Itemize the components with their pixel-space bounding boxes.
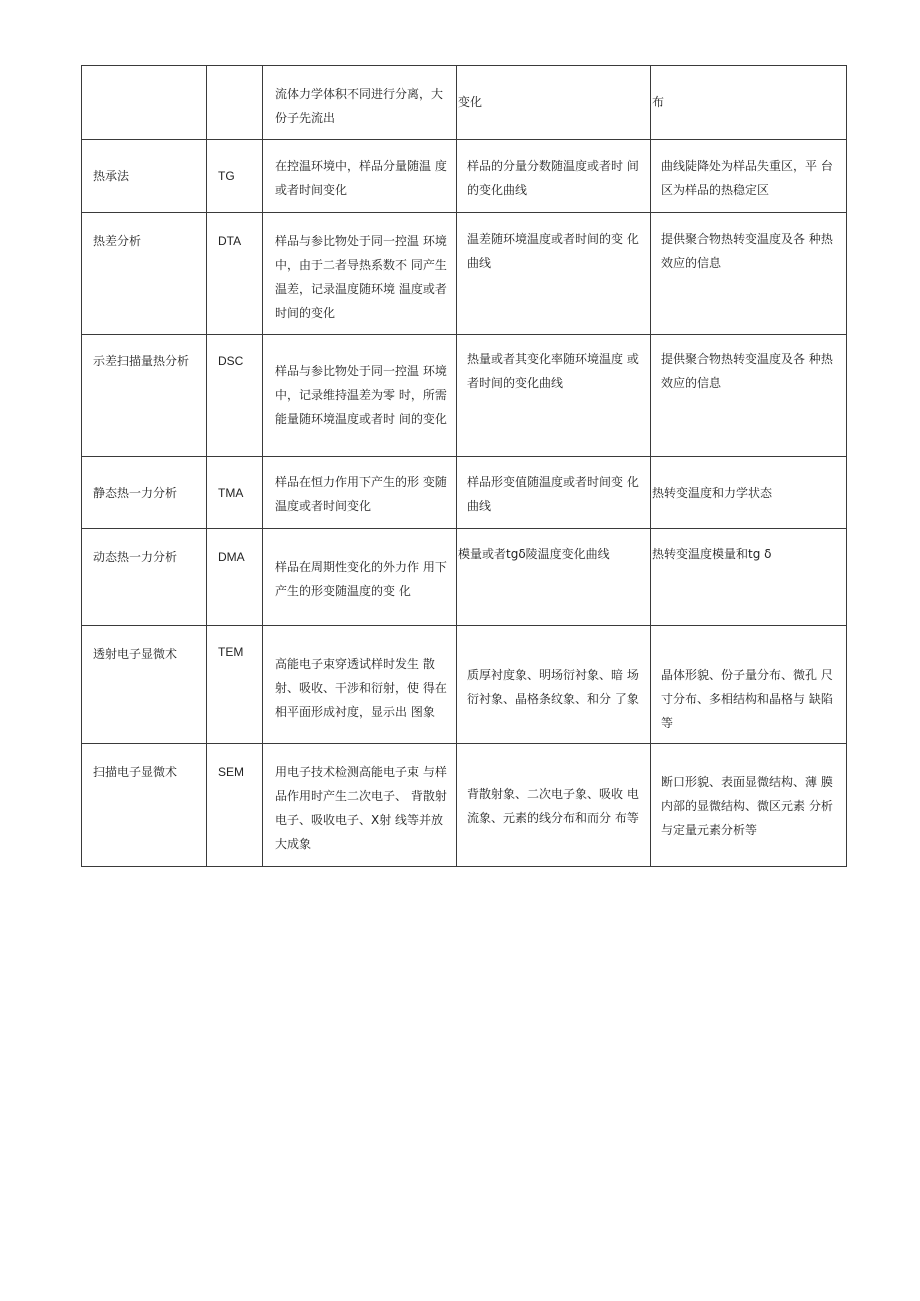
info-text: 提供聚合物热转变温度及各 种热效应的信息 (661, 232, 833, 270)
info-text: 热转变温度和力学状态 (652, 486, 773, 500)
table-row (82, 457, 847, 529)
principle-cell (263, 744, 457, 867)
info-cell (651, 140, 847, 213)
curve-text: 背散射象、二次电子象、吸收 电流象、元素的线分布和而分 布等 (467, 787, 639, 825)
method-abbr: DMA (218, 550, 245, 564)
method-name-cell (82, 213, 207, 335)
curve-text: 样品形变值随温度或者时间变 化曲线 (467, 475, 639, 513)
info-text: 曲线陡降处为样品失重区，平 台区为样品的热稳定区 (661, 159, 833, 197)
info-text: 晶体形貌、份子量分布、微孔 尺寸分布、多相结构和晶格与 缺陷等 (661, 668, 833, 730)
curve-text: 质厚衬度象、明场衍衬象、暗 场衍衬象、晶格条纹象、和分 了象 (467, 668, 639, 706)
principle-cell (263, 626, 457, 744)
method-name-cell (82, 529, 207, 626)
method-name: 扫描电子显微术 (93, 765, 178, 779)
principle-cell (263, 140, 457, 213)
method-abbr-cell (207, 140, 263, 213)
info-cell (651, 335, 847, 457)
table-row (82, 66, 847, 140)
info-cell (651, 626, 847, 744)
method-name-cell (82, 335, 207, 457)
principle-text: 样品在恒力作用下产生的形 变随温度或者时间变化 (275, 475, 447, 513)
curve-cell (457, 457, 651, 529)
curve-cell (457, 66, 651, 140)
info-text: 提供聚合物热转变温度及各 种热效应的信息 (661, 352, 833, 390)
method-name: 示差扫描量热分析 (93, 354, 190, 368)
table-row (82, 626, 847, 744)
method-abbr: DTA (218, 234, 242, 248)
principle-text: 流体力学体积不同进行分离，大份子先流出 (275, 87, 444, 125)
curve-text: 变化 (458, 95, 483, 109)
method-abbr-cell (207, 66, 263, 140)
method-abbr-cell (207, 744, 263, 867)
method-name-cell (82, 140, 207, 213)
analysis-methods-table (81, 65, 847, 867)
table-row (82, 744, 847, 867)
method-name: 静态热一力分析 (93, 486, 178, 500)
principle-text: 样品与参比物处于同一控温 环境中，记录维持温差为零 时，所需能量随环境温度或者时 间的变化 (275, 364, 447, 426)
principle-text: 高能电子束穿透试样时发生 散射、吸收、干涉和衍射，使 得在相平面形成衬度，显示出 图象 (275, 657, 447, 719)
method-abbr-cell (207, 335, 263, 457)
info-cell (651, 213, 847, 335)
info-text: 断口形貌、表面显微结构、薄 膜内部的显微结构、微区元素 分析与定量元素分析等 (661, 775, 833, 837)
principle-text: 在控温环境中，样品分量随温 度或者时间变化 (275, 159, 447, 197)
table-row (82, 335, 847, 457)
info-cell (651, 66, 847, 140)
curve-text: 样品的分量分数随温度或者时 间的变化曲线 (467, 159, 639, 197)
curve-cell (457, 626, 651, 744)
curve-cell (457, 213, 651, 335)
info-cell (651, 457, 847, 529)
principle-text: 用电子技术检测高能电子束 与样品作用时产生二次电子、 背散射电子、吸收电子、X射 线等并放大成象 (275, 765, 447, 851)
curve-cell (457, 140, 651, 213)
method-name-cell (82, 744, 207, 867)
principle-text: 样品与参比物处于同一控温 环境中，由于二者导热系数不 同产生温差，记录温度随环境 温度或者时间的变化 (275, 234, 447, 320)
method-abbr: TG (218, 169, 235, 183)
principle-cell (263, 66, 457, 140)
method-name: 热承法 (93, 169, 130, 183)
principle-cell (263, 457, 457, 529)
method-name: 动态热一力分析 (93, 550, 178, 564)
info-text: 热转变温度模量和tg δ (652, 547, 772, 561)
method-abbr: TEM (218, 645, 244, 659)
curve-cell (457, 744, 651, 867)
method-name-cell (82, 66, 207, 140)
principle-text: 样品在周期性变化的外力作 用下产生的形变随温度的变 化 (275, 560, 447, 598)
curve-cell (457, 529, 651, 626)
principle-cell (263, 529, 457, 626)
method-abbr-cell (207, 626, 263, 744)
curve-text: 温差随环境温度或者时间的变 化曲线 (467, 232, 639, 270)
method-abbr-cell (207, 457, 263, 529)
method-name: 热差分析 (93, 234, 142, 248)
table-row (82, 213, 847, 335)
table-row (82, 140, 847, 213)
method-abbr-cell (207, 529, 263, 626)
principle-cell (263, 213, 457, 335)
info-text: 布 (652, 95, 665, 109)
curve-text: 模量或者tgδ陵温度变化曲线 (458, 547, 610, 561)
method-name: 透射电子显微术 (93, 647, 178, 661)
method-abbr-cell (207, 213, 263, 335)
method-abbr: SEM (218, 765, 245, 779)
method-abbr: DSC (218, 354, 244, 368)
info-cell (651, 744, 847, 867)
table-row (82, 529, 847, 626)
curve-cell (457, 335, 651, 457)
method-abbr: TMA (218, 486, 244, 500)
method-name-cell (82, 457, 207, 529)
method-name-cell (82, 626, 207, 744)
curve-text: 热量或者其变化率随环境温度 或者时间的变化曲线 (467, 352, 639, 390)
info-cell (651, 529, 847, 626)
principle-cell (263, 335, 457, 457)
